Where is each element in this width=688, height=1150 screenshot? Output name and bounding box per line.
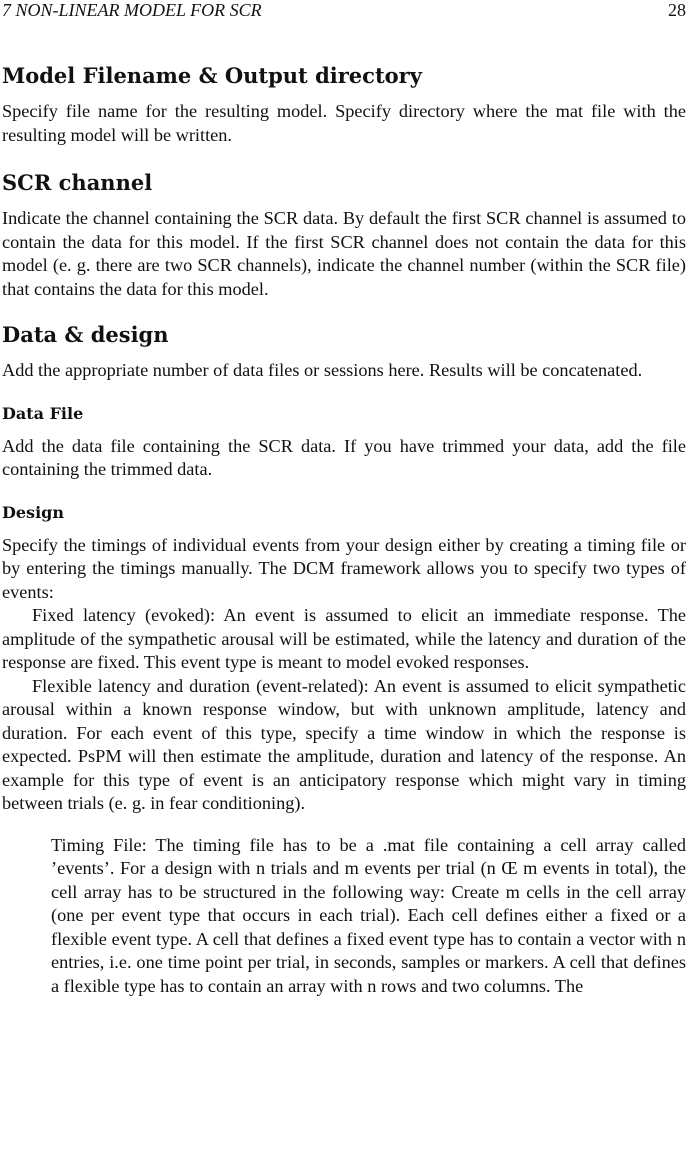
paragraph-timing-file: Timing File: The timing file has to be a .mat file containing a cell array called ’events’. For a design with n trials and m events per trial (n Œ m events in total), the cell array has to be structured in the following way: Create m cells in the cell array (one per event type that occurs in each trial). Each cell defines either a fixed or a flexible event type. A cell that defines a fixed event type has to contain a vector with n entries, i.e. one time point per trial, in seconds, samples or markers. A cell that defines a flexible type has to contain an array with n rows and two columns. The: [51, 834, 686, 996]
page-content: [2, 62, 686, 998]
heading-data-file: Data File: [2, 403, 84, 423]
paragraph-data-design: Add the appropriate number of data files or sessions here. Results will be concatenated.: [2, 360, 643, 380]
paragraph-model-filename: Specify file name for the resulting model. Specify directory where the mat file with the resulting model will be written.: [2, 101, 686, 145]
heading-model-filename: Model Filename & Output directory: [2, 63, 422, 88]
paragraph-data-file: Add the data file containing the SCR data. If you have trimmed your data, add the file containing the trimmed data.: [2, 435, 686, 479]
heading-design: Design: [2, 502, 64, 522]
heading-data-design: Data & design: [2, 322, 169, 347]
paragraph-flexible-latency: Flexible latency and duration (event-related): An event is assumed to elicit sympathetic arousal within a known response window, but with unknown amplitude, latency and duration. For each event of this type, specify a time window in which the response is expected. PsPM will then estimate the amplitude, duration and latency of the response. An example for this type of event is an anticipatory response which might vary in timing between trials (e. g. in fear conditioning).: [2, 675, 686, 813]
paragraph-scr-channel: Indicate the channel containing the SCR data. By default the first SCR channel is assumed to contain the data for this model. If the first SCR channel does not contain the data for this model (e. g. there are two SCR channels), indicate the channel number (within the SCR file) that contains the data for this model.: [2, 208, 686, 299]
running-head: [2, 0, 686, 22]
page-number: 28: [668, 0, 686, 20]
paragraph-fixed-latency: Fixed latency (evoked): An event is assumed to elicit an immediate response. The amplitude of the sympathetic arousal will be estimated, while the latency and duration of the response are fixed. This event type is meant to model evoked responses.: [2, 605, 686, 672]
heading-scr-channel: SCR channel: [2, 170, 153, 195]
chapter-title: 7 NON-LINEAR MODEL FOR SCR: [2, 0, 262, 20]
paragraph-design-intro: Specify the timings of individual events from your design either by creating a timing file or by entering the timings manually. The DCM framework allows you to specify two types of events:: [2, 534, 686, 602]
